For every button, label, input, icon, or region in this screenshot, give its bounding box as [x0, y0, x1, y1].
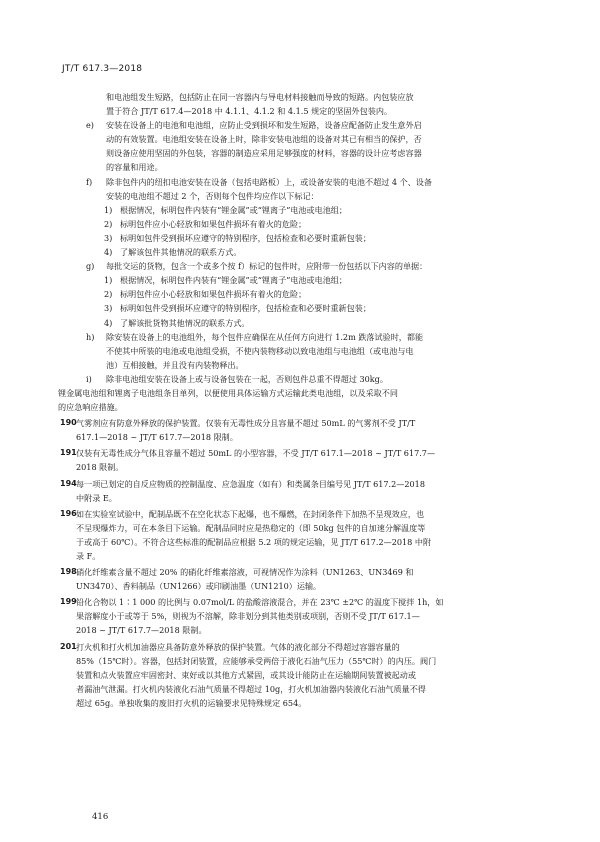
list-marker: 1)	[104, 204, 113, 215]
text-line: 不使其中所装的电池或电池组受损，不使内装物移动以致电池组与电池组（或电池与电	[106, 345, 414, 356]
text-line: 安装在设备上的电池和电池组，应防止受到损坏和发生短路，设备应配备防止发生意外启	[106, 120, 422, 131]
text-line: 除非电池组安装在设备上或与设备包装在一起，否则包件总重不得超过 30kg。	[106, 373, 388, 384]
text-line: 标明如包件受到损坏应遵守的特别程序，包括检查和必要时重新包装；	[120, 232, 371, 243]
list-marker: 2)	[104, 218, 113, 229]
text-line: 锂金属电池组和锂离子电池组条目单列，以便使用具体运输方式运输此类电池组，以及采取不同	[58, 387, 398, 398]
text-line: 安装的电池组不超过 2 个，否则每个包件均应作以下标记：	[106, 190, 319, 201]
list-marker: h)	[86, 331, 95, 342]
text-line: 者漏油气泄漏。打火机内装液化石油气质量不得超过 10g，打火机加油器内装液化石油气质量不得	[76, 683, 426, 694]
list-marker: 3)	[104, 232, 113, 243]
provision-number: 199	[60, 597, 77, 607]
provision-number: 191	[60, 448, 77, 458]
text-line: UN3470）、香料制品（UN1266）或印刷油墨（UN1210）运输。	[76, 581, 322, 592]
text-line: 根据情况，标明包件内装有“锂金属”或“锂离子”电池或电池组；	[120, 204, 347, 215]
page-number: 416	[92, 812, 109, 822]
text-line: 如在实验室试验中，配制品既不在空化状态下起爆，也不爆燃，在封闭条件下加热不呈现效应，也	[76, 508, 425, 519]
text-line: 根据情况，标明包件内装有“锂金属”或“锂离子”电池或电池组；	[120, 275, 347, 286]
text-line: 标明如包件受到损坏应遵守的特别程序，包括检查和必要时重新包装；	[120, 303, 371, 314]
paragraph	[58, 386, 552, 414]
list-marker: g)	[86, 261, 95, 272]
list-item	[104, 217, 552, 231]
text-line: 的应急响应措施。	[58, 402, 123, 413]
text-line: 中附录 E。	[76, 492, 117, 503]
text-line: 标明包件应小心轻放和如果包件损坏有着火的危险；	[120, 289, 307, 300]
list-marker: e)	[86, 120, 94, 131]
provision-191	[60, 446, 552, 474]
text-line: 了解该批货物其他情况的联系方式。	[120, 317, 250, 328]
text-line: 2018 ~ JT/T 617.7—2018 限制。	[76, 625, 207, 636]
provision-number: 198	[60, 567, 77, 577]
text-line: 动的有效装置。电池组安装在设备上时，除非安装电池组的设备对其已有相当的保护，否	[106, 134, 422, 145]
list-marker: 4)	[104, 317, 113, 328]
list-item	[104, 245, 552, 259]
text-line: 装置和点火装置应牢固密封、束好或以其他方式紧固，或其设计能防止在运输期间装置被起动或	[76, 669, 416, 680]
provision-190	[60, 416, 552, 444]
provision-199	[60, 595, 552, 637]
running-header: JT/T 617.3—2018	[62, 64, 143, 74]
list-marker: 4)	[104, 247, 113, 258]
list-marker: 3)	[104, 303, 113, 314]
list-marker: 1)	[104, 275, 113, 286]
list-item	[104, 287, 552, 301]
list-item	[86, 259, 552, 273]
list-marker: f)	[86, 176, 93, 187]
list-item	[104, 301, 552, 315]
provision-number: 194	[60, 478, 77, 488]
text-line: 置于符合 JT/T 617.4—2018 中 4.1.1、4.1.2 和 4.1.5 规定的坚固外包装内。	[106, 106, 393, 117]
text-line: 录 F。	[76, 551, 101, 561]
text-line: 打火机和打火机加油器应具备防意外释放的保护装置。气体的液化部分不得超过容器容量的	[76, 641, 400, 652]
text-line: 果溶解度小于或等于 5%，则视为不溶解，除非划分到其他类别或项别，否则不受 JT/T 617.1—	[76, 611, 420, 622]
list-item	[104, 203, 552, 217]
text-line: 85%（15℃时）。容器，包括封闭装置，应能够承受两倍于液化石油气压力（55℃时）的内压。阀门	[76, 655, 437, 666]
text-line: 铅化合物以 1∶1 000 的比例与 0.07mol/L 的盐酸溶液混合，并在 23℃ ±2℃ 的温度下搅拌 1h，如	[76, 597, 444, 608]
list-item	[104, 273, 552, 287]
text-line: 不呈现爆炸力，可在本条目下运输。配制品同时应是热稳定的（即 50kg 包件的自加速分解温度等	[76, 522, 426, 533]
list-marker: 2)	[104, 289, 113, 300]
text-line: 于或高于 60℃）。不符合这些标准的配制品应根据 5.2 项的规定运输，见 JT/T 617.2—2018 中附	[76, 536, 432, 547]
provision-198	[60, 565, 552, 593]
page-body	[58, 90, 552, 710]
text-line: 了解该包件其他情况的联系方式。	[120, 247, 242, 258]
list-item	[86, 175, 552, 203]
provision-194	[60, 477, 552, 505]
list-item	[86, 372, 552, 386]
text-line: 池）互相接触，并且没有内装物释出。	[106, 359, 244, 370]
provision-201	[60, 640, 552, 710]
paragraph	[106, 90, 552, 118]
text-line: 除安装在设备上的电池组外，每个包件应确保在从任何方向进行 1.2m 跌落试验时，都能	[106, 331, 424, 342]
text-line: 标明包件应小心轻放和如果包件损坏有着火的危险；	[120, 218, 307, 229]
text-line: 超过 65g。单独收集的废旧打火机的运输要求见特殊规定 654。	[76, 697, 307, 708]
text-line: 每批交运的货物，包含一个或多个按 f）标记的包件时，应附带一份包括以下内容的单据：	[106, 261, 428, 272]
text-line: 每一项已划定的自反应物质的控制温度、应急温度（如有）和类属条目编号见 JT/T 617.2—2018	[76, 478, 425, 489]
text-line: 的容量和用途。	[106, 162, 163, 173]
provision-number: 201	[60, 641, 77, 651]
list-marker: i)	[86, 373, 92, 384]
text-line: 和电池组发生短路，包括防止在同一容器内与导电材料接触而导致的短路。内包装应放	[106, 92, 414, 102]
text-line: 617.1—2018 ~ JT/T 617.7—2018 限制。	[76, 432, 238, 443]
text-line: 硝化纤维素含量不超过 20% 的硝化纤维素溶液，可视情况作为涂料（UN1263、UN3469 和	[76, 567, 414, 578]
text-line: 2018 限制。	[76, 462, 124, 473]
list-item	[86, 118, 552, 174]
text-line: 则设备应使用坚固的外包装，容器的制造应采用足够强度的材料，容器的设计应考虑容器	[106, 148, 422, 159]
list-item	[86, 330, 552, 372]
provision-196	[60, 507, 552, 563]
text-line: 气雾剂应有防意外释放的保护装置。仅装有无毒性成分且容量不超过 50mL 的气雾剂不受 JT/T	[76, 418, 416, 429]
provision-number: 196	[60, 508, 77, 518]
list-item	[104, 316, 552, 330]
text-line: 仅装有无毒性成分气体且容量不超过 50mL 的小型容器，不受 JT/T 617.1—2018 ~ JT/T 617.7—	[76, 448, 436, 459]
text-line: 除非包件内的纽扣电池安装在设备（包括电路板）上，或设备安装的电池不超过 4 个、设备	[106, 176, 432, 187]
list-item	[104, 231, 552, 245]
provision-number: 190	[60, 418, 77, 428]
